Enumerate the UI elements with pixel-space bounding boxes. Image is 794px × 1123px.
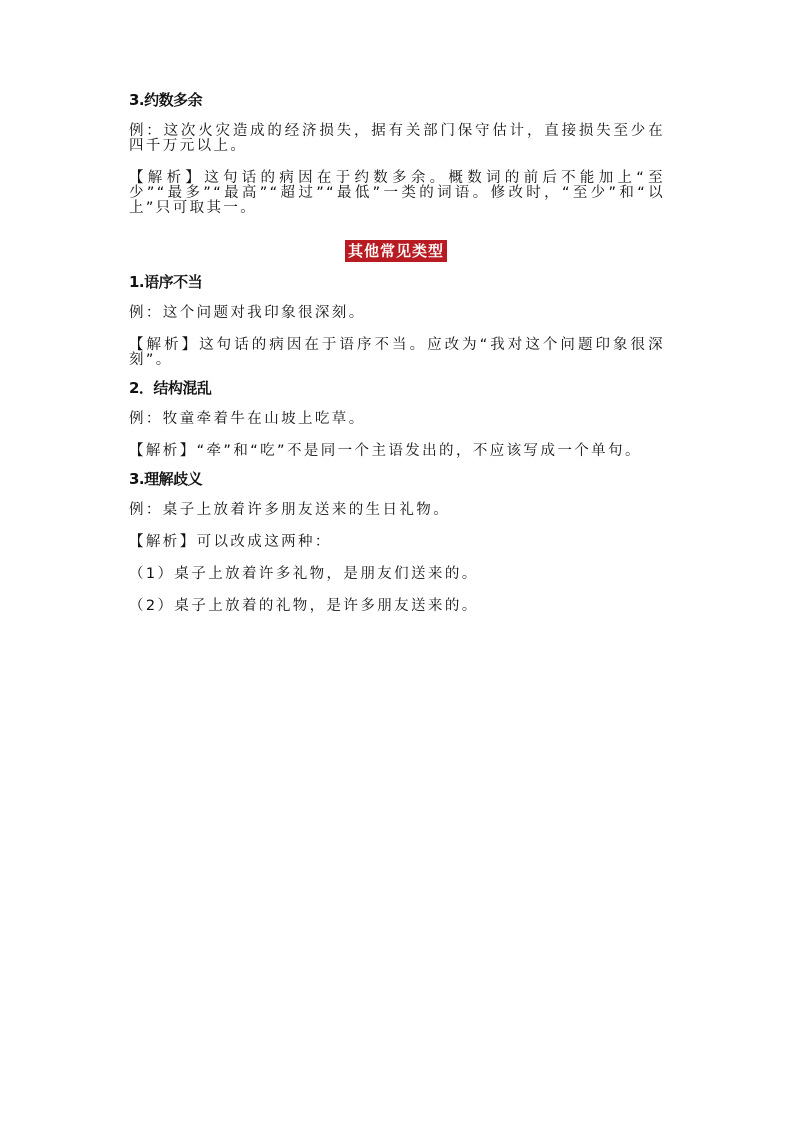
analysis-text: 【解析】“牵”和“吃”不是同一个主语发出的，不应该写成一个单句。 (129, 443, 642, 459)
example-text: 例：这次火灾造成的经济损失，据有关部门保守估计，直接损失至少在四千万元以上。 (129, 123, 665, 154)
example-text: 例：桌子上放着许多朋友送来的生日礼物。 (129, 502, 451, 518)
example-text: 例：这个问题对我印象很深刻。 (129, 305, 366, 321)
example-text: 例：牧童牵着牛在山坡上吃草。 (129, 411, 366, 427)
analysis-text: 【解析】可以改成这两种： (129, 534, 332, 550)
section-banner: 其他常见类型 (345, 240, 447, 262)
document-page (129, 90, 665, 614)
heading-structure-confusion: 2．结构混乱 (129, 379, 212, 397)
option-1-text: （1）桌子上放着许多礼物，是朋友们送来的。 (129, 566, 479, 582)
heading-approximate-number-redundant: 3.约数多余 (129, 91, 203, 109)
analysis-text: 【解析】这句话的病因在于语序不当。应改为“我对这个问题印象很深刻”。 (129, 337, 665, 368)
option-2-text: （2）桌子上放着的礼物，是许多朋友送来的。 (129, 598, 479, 614)
heading-ambiguity: 3.理解歧义 (129, 470, 203, 488)
analysis-text: 【解析】这句话的病因在于约数多余。概数词的前后不能加上“至少”“最多”“最高”“超过”“最低”一类的词语。修改时，“至少”和“以上”只可取其一。 (129, 170, 665, 216)
heading-word-order: 1.语序不当 (129, 273, 203, 291)
section-banner-container (129, 240, 665, 264)
